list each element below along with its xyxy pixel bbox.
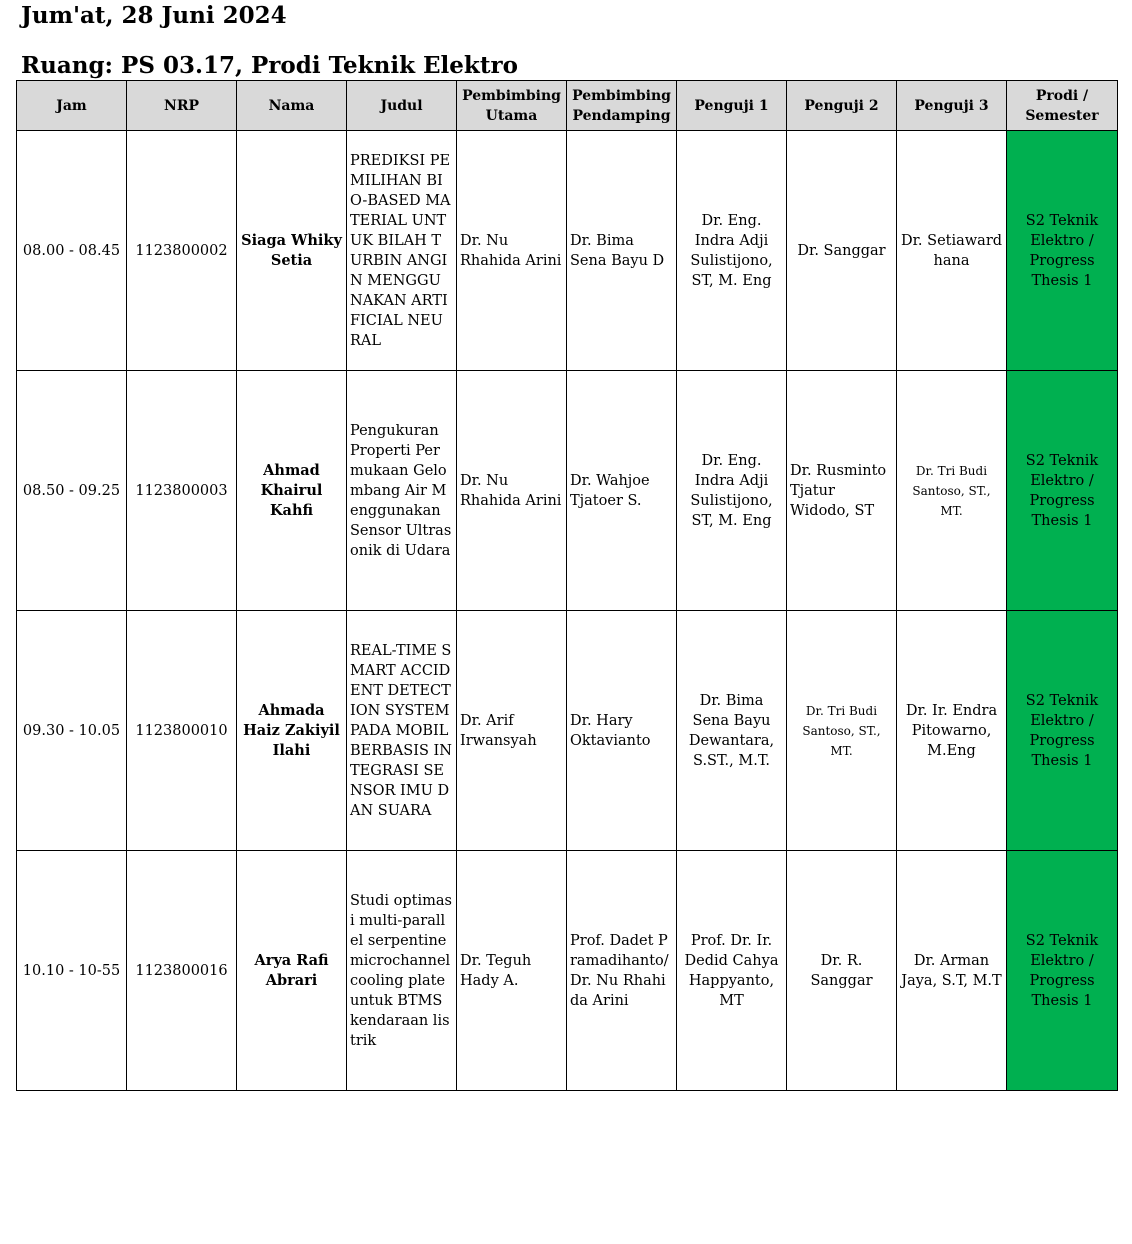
column-header-nrp: NRP — [127, 81, 237, 131]
cell-jam: 08.50 - 09.25 — [17, 371, 127, 611]
column-header-prodi-semester: Prodi / Semester — [1007, 81, 1118, 131]
cell-penguji-1: Prof. Dr. Ir. Dedid Cahya Happyanto, MT — [677, 851, 787, 1091]
cell-pembimbing-utama: Dr. Nu Rhahida Arini — [457, 131, 567, 371]
cell-penguji-3: Dr. Arman Jaya, S.T, M.T — [897, 851, 1007, 1091]
table-row — [17, 371, 1118, 611]
table-row — [17, 611, 1118, 851]
cell-penguji-2: Dr. Rusminto Tjatur Widodo, ST — [787, 371, 897, 611]
cell-prodi-semester: S2 Teknik Elektro / Progress Thesis 1 — [1007, 371, 1118, 611]
cell-prodi-semester: S2 Teknik Elektro / Progress Thesis 1 — [1007, 611, 1118, 851]
column-header-pembimbing-pendamping: Pembimbing Pendamping — [567, 81, 677, 131]
table-row — [17, 851, 1118, 1091]
cell-nrp: 1123800003 — [127, 371, 237, 611]
cell-penguji-2: Dr. R. Sanggar — [787, 851, 897, 1091]
cell-penguji-1: Dr. Bima Sena Bayu Dewantara, S.ST., M.T. — [677, 611, 787, 851]
cell-penguji-2: Dr. Sanggar — [787, 131, 897, 371]
cell-nama: Siaga Whiky Setia — [237, 131, 347, 371]
cell-nama: Arya Rafi Abrari — [237, 851, 347, 1091]
column-header-penguji-2: Penguji 2 — [787, 81, 897, 131]
cell-pembimbing-pendamping: Dr. Wahjoe Tjatoer S. — [567, 371, 677, 611]
cell-pembimbing-utama: Dr. Nu Rhahida Arini — [457, 371, 567, 611]
cell-pembimbing-utama: Dr. Teguh Hady A. — [457, 851, 567, 1091]
cell-nrp: 1123800002 — [127, 131, 237, 371]
column-header-jam: Jam — [17, 81, 127, 131]
cell-pembimbing-pendamping: Dr. Hary Oktavianto — [567, 611, 677, 851]
cell-penguji-3: Dr. Tri Budi Santoso, ST., MT. — [897, 371, 1007, 611]
schedule-date-title: Jum'at, 28 Juni 2024 — [21, 2, 287, 29]
column-header-nama: Nama — [237, 81, 347, 131]
column-header-pembimbing-utama: Pembimbing Utama — [457, 81, 567, 131]
column-header-penguji-1: Penguji 1 — [677, 81, 787, 131]
cell-prodi-semester: S2 Teknik Elektro / Progress Thesis 1 — [1007, 851, 1118, 1091]
room-title: Ruang: PS 03.17, Prodi Teknik Elektro — [21, 52, 518, 79]
cell-judul: Pengukuran Properti Permukaan Gelombang Air Menggunakan Sensor Ultrasonik di Udara — [347, 371, 457, 611]
cell-pembimbing-utama: Dr. Arif Irwansyah — [457, 611, 567, 851]
schedule-table — [16, 80, 1118, 1091]
cell-penguji-3: Dr. Setiawardhana — [897, 131, 1007, 371]
cell-jam: 10.10 - 10-55 — [17, 851, 127, 1091]
cell-prodi-semester: S2 Teknik Elektro / Progress Thesis 1 — [1007, 131, 1118, 371]
table-row — [17, 131, 1118, 371]
cell-judul: Studi optimasi multi-parallel serpentine microchannel cooling plate untuk BTMS kendaraan listrik — [347, 851, 457, 1091]
column-header-judul: Judul — [347, 81, 457, 131]
cell-nama: Ahmada Haiz Zakiyil Ilahi — [237, 611, 347, 851]
cell-nrp: 1123800010 — [127, 611, 237, 851]
cell-pembimbing-pendamping: Dr. Bima Sena Bayu D — [567, 131, 677, 371]
cell-nrp: 1123800016 — [127, 851, 237, 1091]
column-header-penguji-3: Penguji 3 — [897, 81, 1007, 131]
cell-nama: Ahmad Khairul Kahfi — [237, 371, 347, 611]
cell-penguji-3: Dr. Ir. Endra Pitowarno, M.Eng — [897, 611, 1007, 851]
cell-penguji-1: Dr. Eng. Indra Adji Sulistijono, ST, M. Eng — [677, 371, 787, 611]
table-header-row — [17, 81, 1118, 131]
cell-penguji-1: Dr. Eng. Indra Adji Sulistijono, ST, M. Eng — [677, 131, 787, 371]
cell-judul: PREDIKSI PEMILIHAN BIO-BASED MATERIAL UNTUK BILAH TURBIN ANGIN MENGGUNAKAN ARTIFICIAL NEURAL — [347, 131, 457, 371]
cell-jam: 08.00 - 08.45 — [17, 131, 127, 371]
cell-penguji-2: Dr. Tri Budi Santoso, ST., MT. — [787, 611, 897, 851]
cell-judul: REAL-TIME SMART ACCIDENT DETECTION SYSTEM PADA MOBIL BERBASIS INTEGRASI SENSOR IMU DAN SUARA — [347, 611, 457, 851]
cell-jam: 09.30 - 10.05 — [17, 611, 127, 851]
cell-pembimbing-pendamping: Prof. Dadet Pramadihanto/Dr. Nu Rhahida Arini — [567, 851, 677, 1091]
